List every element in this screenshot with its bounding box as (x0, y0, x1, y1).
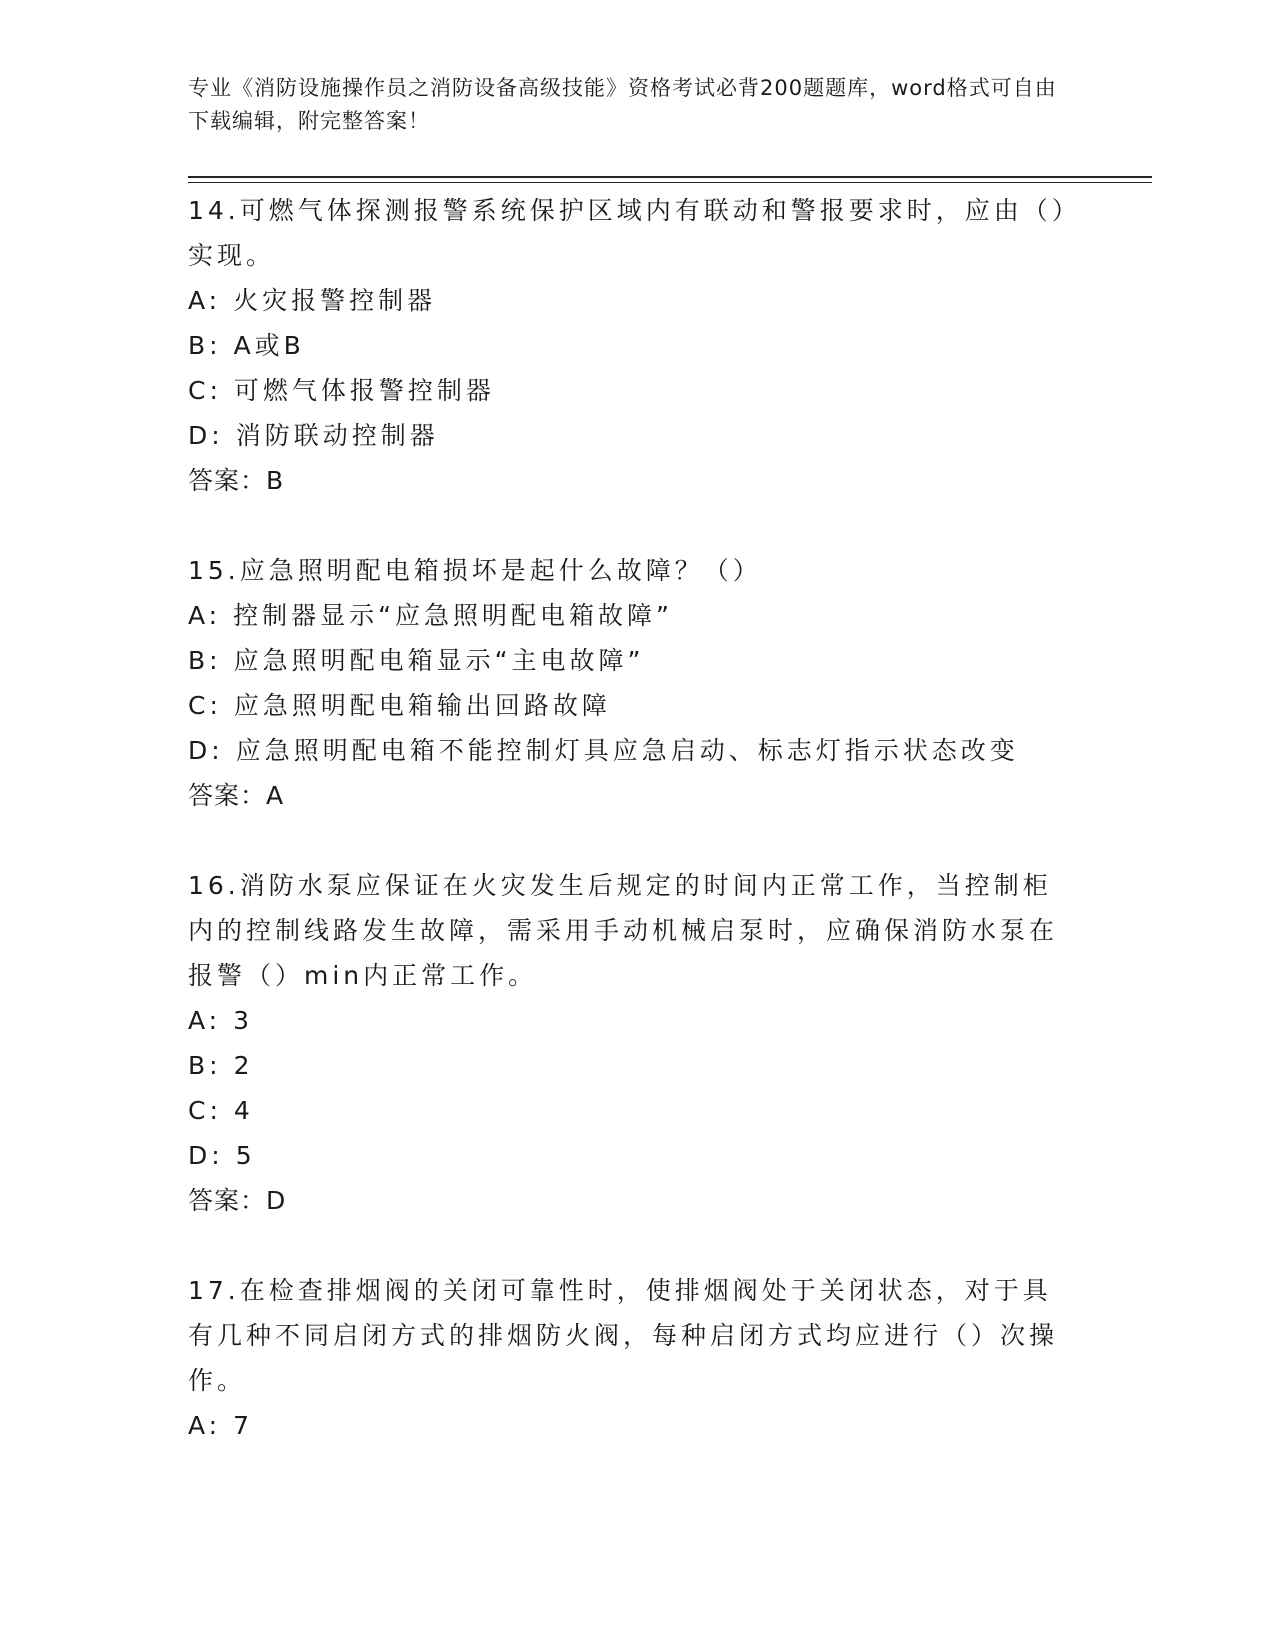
answer-line: 答案：A (188, 781, 285, 810)
option-key: A: (188, 1006, 222, 1035)
option-key: B: (188, 646, 222, 675)
option-key: C: (188, 691, 222, 720)
option-c (188, 368, 1078, 413)
question-stem: 14.可燃气体探测报警系统保护区域内有联动和警报要求时，应由（）实现。 (188, 196, 1069, 270)
option-d (188, 413, 1078, 458)
option-b (188, 323, 1078, 368)
question-17 (188, 1268, 1078, 1448)
option-key: D: (188, 736, 224, 765)
option-text: 应急照明配电箱不能控制灯具应急启动、标志灯指示状态改变 (235, 736, 1019, 765)
answer-line: 答案：B (188, 466, 285, 495)
question-spacer (188, 818, 1078, 863)
option-a (188, 278, 1078, 323)
option-d (188, 1133, 1078, 1178)
question-stem: 15.应急照明配电箱损坏是起什么故障？（） (188, 556, 762, 585)
option-key: D: (188, 1141, 224, 1170)
option-a (188, 998, 1078, 1043)
option-text: 5 (235, 1141, 256, 1170)
question-spacer (188, 503, 1078, 548)
option-c (188, 1088, 1078, 1133)
option-text: 3 (233, 1006, 253, 1035)
option-text: 2 (233, 1051, 254, 1080)
document-header: 专业《消防设施操作员之消防设备高级技能》资格考试必背200题题库，word格式可自由下载编辑，附完整答案！ (188, 76, 1057, 133)
question-stem: 17.在检查排烟阀的关闭可靠性时，使排烟阀处于关闭状态，对于具有几种不同启闭方式的排烟防火阀，每种启闭方式均应进行（）次操作。 (188, 1276, 1059, 1395)
option-key: A: (188, 286, 222, 315)
option-text: 4 (233, 1096, 254, 1125)
question-list (188, 188, 1078, 1448)
option-text: 火灾报警控制器 (233, 286, 437, 315)
header-divider-thick (188, 176, 1152, 178)
question-spacer (188, 1223, 1078, 1268)
question-14 (188, 188, 1078, 503)
option-text: 7 (233, 1411, 253, 1440)
option-text: A或B (233, 331, 305, 360)
header-divider-thin (188, 182, 1152, 183)
question-15 (188, 548, 1078, 818)
option-b (188, 638, 1078, 683)
option-b (188, 1043, 1078, 1088)
option-key: B: (188, 331, 222, 360)
option-text: 控制器显示“应急照明配电箱故障” (233, 601, 673, 630)
option-a (188, 593, 1078, 638)
option-key: C: (188, 376, 222, 405)
option-key: A: (188, 1411, 222, 1440)
option-d (188, 728, 1078, 773)
option-text: 应急照明配电箱输出回路故障 (233, 691, 611, 720)
option-a (188, 1403, 1078, 1448)
option-key: A: (188, 601, 222, 630)
option-text: 可燃气体报警控制器 (233, 376, 495, 405)
option-key: B: (188, 1051, 222, 1080)
answer-line: 答案：D (188, 1186, 287, 1215)
option-c (188, 683, 1078, 728)
option-key: C: (188, 1096, 222, 1125)
question-16 (188, 863, 1078, 1223)
option-text: 应急照明配电箱显示“主电故障” (233, 646, 645, 675)
option-key: D: (188, 421, 224, 450)
option-text: 消防联动控制器 (235, 421, 439, 450)
question-stem: 16.消防水泵应保证在火灾发生后规定的时间内正常工作，当控制柜内的控制线路发生故障，需采用手动机械启泵时，应确保消防水泵在报警（）min内正常工作。 (188, 871, 1059, 990)
